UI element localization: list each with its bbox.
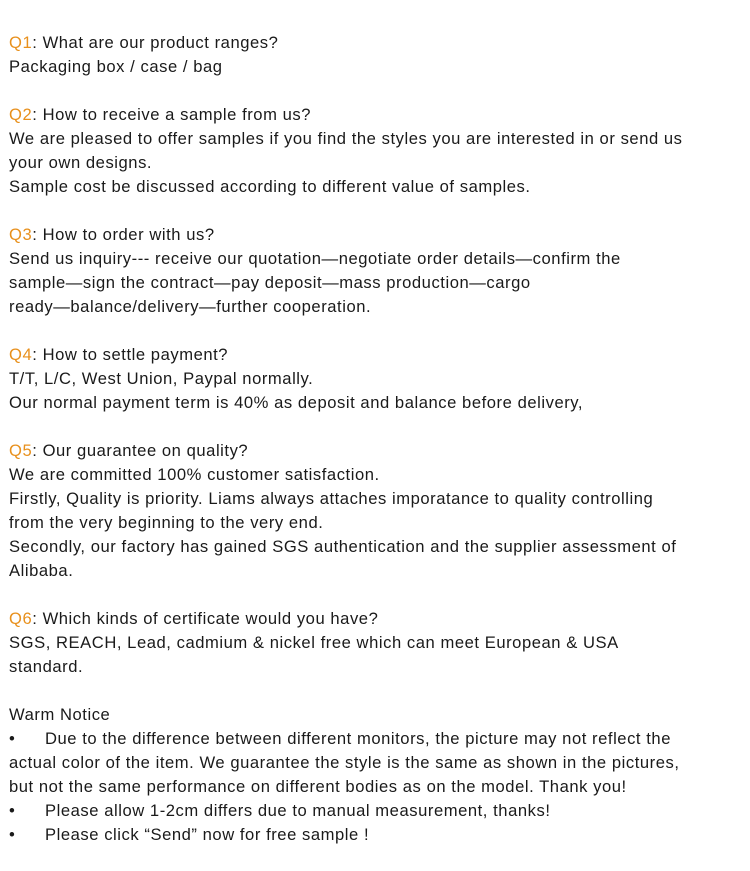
question-label: Q3 [9, 225, 33, 244]
notice-item-text: Please click “Send” now for free sample ! [45, 825, 370, 844]
question-text: : Which kinds of certificate would you have? [32, 609, 379, 628]
faq-item-q6 [9, 607, 745, 679]
answer-line: Firstly, Quality is priority. Liams always attaches imporatance to quality controlling [9, 489, 654, 508]
faq-item-q1 [9, 31, 745, 79]
answer-line: T/T, L/C, West Union, Paypal normally. [9, 369, 314, 388]
answer-line: standard. [9, 657, 84, 676]
faq-item-q3 [9, 223, 745, 319]
question-line [9, 31, 745, 55]
faq-item-q2 [9, 103, 745, 199]
notice-item-text: Please allow 1-2cm differs due to manual measurement, thanks! [45, 801, 551, 820]
question-label: Q1 [9, 33, 33, 52]
answer-line: sample—sign the contract—pay deposit—mass production—cargo [9, 273, 531, 292]
question-line [9, 103, 745, 127]
question-label: Q6 [9, 609, 33, 628]
faq-item-q4 [9, 343, 745, 415]
question-text: : Our guarantee on quality? [32, 441, 249, 460]
question-label: Q4 [9, 345, 33, 364]
faq-document [9, 31, 745, 871]
notice-title: Warm Notice [9, 705, 111, 724]
question-line [9, 343, 745, 367]
answer-line: Send us inquiry--- receive our quotation—negotiate order details—confirm the [9, 249, 621, 268]
answer-line: Secondly, our factory has gained SGS authentication and the supplier assessment of [9, 537, 677, 556]
answer-line: Packaging box / case / bag [9, 57, 223, 76]
answer-line: ready—balance/delivery—further cooperation. [9, 297, 372, 316]
question-text: : How to settle payment? [32, 345, 229, 364]
answer-line: Sample cost be discussed according to different value of samples. [9, 177, 531, 196]
warm-notice [9, 703, 745, 847]
question-line [9, 607, 745, 631]
notice-item [9, 799, 745, 823]
answer-line: from the very beginning to the very end. [9, 513, 324, 532]
notice-item [9, 823, 745, 847]
answer-line: Our normal payment term is 40% as deposit and balance before delivery, [9, 393, 584, 412]
answer-line: We are pleased to offer samples if you find the styles you are interested in or send us [9, 129, 683, 148]
answer-line: We are committed 100% customer satisfaction. [9, 465, 380, 484]
notice-item-continuation: but not the same performance on different bodies as on the model. Thank you! [9, 777, 627, 796]
notice-item-text: Due to the difference between different monitors, the picture may not reflect the [45, 729, 671, 748]
question-text: : How to order with us? [32, 225, 215, 244]
notice-item-continuation: actual color of the item. We guarantee the style is the same as shown in the pictures, [9, 753, 680, 772]
bullet-icon: • [9, 801, 16, 820]
bullet-icon: • [9, 729, 16, 748]
question-label: Q5 [9, 441, 33, 460]
question-text: : What are our product ranges? [32, 33, 279, 52]
question-text: : How to receive a sample from us? [32, 105, 312, 124]
question-line [9, 439, 745, 463]
answer-line: Alibaba. [9, 561, 74, 580]
question-line [9, 223, 745, 247]
answer-line: SGS, REACH, Lead, cadmium & nickel free which can meet European & USA [9, 633, 619, 652]
question-label: Q2 [9, 105, 33, 124]
answer-line: your own designs. [9, 153, 153, 172]
notice-item [9, 727, 745, 751]
faq-item-q5 [9, 439, 745, 583]
bullet-icon: • [9, 825, 16, 844]
